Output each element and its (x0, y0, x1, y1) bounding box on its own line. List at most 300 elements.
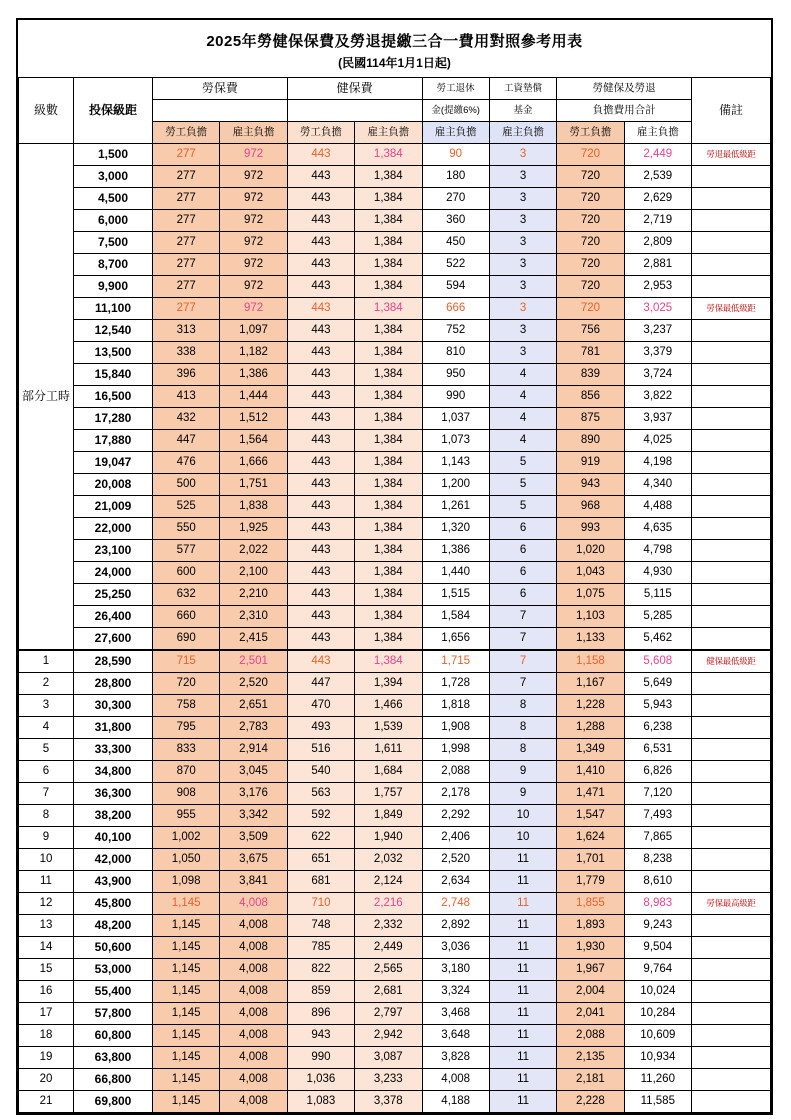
cell-grade: 4 (19, 717, 74, 739)
cell-salary-range: 50,600 (74, 937, 153, 959)
cell-wage-fund: 10 (489, 827, 556, 849)
cell-total-labor: 875 (557, 408, 624, 430)
cell-total-labor: 1,624 (557, 827, 624, 849)
cell-wage-fund: 9 (489, 783, 556, 805)
cell-labor-insurance-employer: 972 (220, 232, 287, 254)
cell-total-employer: 2,539 (624, 166, 691, 188)
col-header-li-labor-burden: 勞工負擔 (153, 122, 220, 144)
table-row (19, 518, 771, 540)
cell-total-employer: 6,531 (624, 739, 691, 761)
cell-health-insurance-employer: 1,384 (355, 298, 422, 320)
cell-health-insurance-labor: 563 (287, 783, 354, 805)
cell-total-labor: 720 (557, 254, 624, 276)
cell-note (692, 584, 771, 606)
cell-labor-pension: 2,634 (422, 871, 489, 893)
cell-labor-insurance-labor: 525 (153, 496, 220, 518)
cell-note (692, 1091, 771, 1113)
table-row (19, 540, 771, 562)
cell-labor-insurance-employer: 2,100 (220, 562, 287, 584)
cell-labor-pension: 666 (422, 298, 489, 320)
cell-labor-insurance-labor: 1,145 (153, 937, 220, 959)
cell-wage-fund: 6 (489, 584, 556, 606)
cell-labor-insurance-employer: 972 (220, 210, 287, 232)
cell-note (692, 540, 771, 562)
cell-wage-fund: 11 (489, 959, 556, 981)
cell-total-employer: 11,260 (624, 1069, 691, 1091)
cell-total-employer: 4,340 (624, 474, 691, 496)
cell-salary-range: 69,800 (74, 1091, 153, 1113)
table-row (19, 650, 771, 673)
cell-labor-insurance-employer: 2,310 (220, 606, 287, 628)
cell-labor-insurance-labor: 413 (153, 386, 220, 408)
cell-labor-insurance-labor: 550 (153, 518, 220, 540)
cell-total-labor: 1,020 (557, 540, 624, 562)
cell-labor-pension: 3,036 (422, 937, 489, 959)
cell-wage-fund: 7 (489, 650, 556, 673)
cell-salary-range: 27,600 (74, 628, 153, 651)
cell-note (692, 981, 771, 1003)
cell-note (692, 1003, 771, 1025)
cell-health-insurance-labor: 443 (287, 364, 354, 386)
cell-grade: 20 (19, 1069, 74, 1091)
table-frame (16, 18, 773, 1115)
cell-wage-fund: 3 (489, 144, 556, 166)
cell-total-employer: 4,635 (624, 518, 691, 540)
table-body (19, 144, 771, 1113)
cell-labor-insurance-labor: 277 (153, 188, 220, 210)
cell-labor-insurance-labor: 1,145 (153, 1091, 220, 1113)
table-row (19, 386, 771, 408)
cell-wage-fund: 11 (489, 1003, 556, 1025)
cell-note (692, 673, 771, 695)
cell-health-insurance-labor: 443 (287, 584, 354, 606)
table-row (19, 342, 771, 364)
cell-labor-pension: 1,037 (422, 408, 489, 430)
cell-total-employer: 5,649 (624, 673, 691, 695)
cell-wage-fund: 3 (489, 210, 556, 232)
cell-health-insurance-employer: 1,384 (355, 188, 422, 210)
cell-grade: 19 (19, 1047, 74, 1069)
cell-wage-fund: 7 (489, 628, 556, 651)
cell-labor-pension: 1,715 (422, 650, 489, 673)
cell-health-insurance-employer: 1,684 (355, 761, 422, 783)
cell-total-labor: 2,041 (557, 1003, 624, 1025)
cell-salary-range: 38,200 (74, 805, 153, 827)
table-row (19, 232, 771, 254)
cell-labor-insurance-employer: 3,675 (220, 849, 287, 871)
cell-total-employer: 3,379 (624, 342, 691, 364)
cell-labor-insurance-labor: 690 (153, 628, 220, 651)
cell-salary-range: 11,100 (74, 298, 153, 320)
cell-wage-fund: 11 (489, 1069, 556, 1091)
cell-grade: 13 (19, 915, 74, 937)
cell-labor-pension: 2,520 (422, 849, 489, 871)
cell-salary-range: 26,400 (74, 606, 153, 628)
cell-total-labor: 2,181 (557, 1069, 624, 1091)
cell-grade: 12 (19, 893, 74, 915)
cell-health-insurance-employer: 3,233 (355, 1069, 422, 1091)
cell-salary-range: 21,009 (74, 496, 153, 518)
cell-total-employer: 2,953 (624, 276, 691, 298)
cell-health-insurance-labor: 1,036 (287, 1069, 354, 1091)
cell-note (692, 144, 771, 166)
table-row (19, 827, 771, 849)
cell-grade: 11 (19, 871, 74, 893)
cell-total-labor: 1,158 (557, 650, 624, 673)
table-row (19, 166, 771, 188)
table-row (19, 695, 771, 717)
cell-labor-pension: 990 (422, 386, 489, 408)
cell-labor-insurance-employer: 4,008 (220, 1025, 287, 1047)
col-header-pension-employer-burden: 雇主負擔 (422, 122, 489, 144)
cell-salary-range: 28,800 (74, 673, 153, 695)
cell-labor-insurance-employer: 3,509 (220, 827, 287, 849)
cell-total-employer: 3,025 (624, 298, 691, 320)
cell-labor-insurance-labor: 277 (153, 210, 220, 232)
cell-wage-fund: 11 (489, 937, 556, 959)
cell-total-employer: 11,585 (624, 1091, 691, 1113)
table-row (19, 254, 771, 276)
cell-wage-fund: 11 (489, 1025, 556, 1047)
col-header-li-employer-burden: 雇主負擔 (220, 122, 287, 144)
cell-labor-pension: 2,178 (422, 783, 489, 805)
cell-note (692, 827, 771, 849)
table-row (19, 937, 771, 959)
cell-total-labor: 1,133 (557, 628, 624, 651)
cell-labor-insurance-labor: 758 (153, 695, 220, 717)
table-row (19, 915, 771, 937)
cell-total-employer: 2,449 (624, 144, 691, 166)
cell-note (692, 959, 771, 981)
cell-labor-insurance-labor: 577 (153, 540, 220, 562)
cell-wage-fund: 8 (489, 739, 556, 761)
cell-total-employer: 2,719 (624, 210, 691, 232)
col-header-labor-pension-sub: 金(提繳6%) (422, 100, 489, 122)
cell-health-insurance-labor: 447 (287, 673, 354, 695)
cell-labor-pension: 810 (422, 342, 489, 364)
cell-health-insurance-labor: 443 (287, 452, 354, 474)
cell-labor-insurance-labor: 870 (153, 761, 220, 783)
cell-grade: 1 (19, 650, 74, 673)
cell-labor-pension: 522 (422, 254, 489, 276)
cell-note (692, 232, 771, 254)
col-header-wagefund-employer-burden: 雇主負擔 (489, 122, 556, 144)
col-header-wage-fund: 工資墊償 (489, 78, 556, 100)
cell-health-insurance-labor: 622 (287, 827, 354, 849)
cell-labor-insurance-employer: 972 (220, 144, 287, 166)
cell-note (692, 937, 771, 959)
cell-labor-pension: 3,324 (422, 981, 489, 1003)
cell-note (692, 717, 771, 739)
cell-health-insurance-labor: 443 (287, 320, 354, 342)
cell-total-employer: 9,243 (624, 915, 691, 937)
cell-note (692, 474, 771, 496)
cell-health-insurance-employer: 1,384 (355, 144, 422, 166)
cell-labor-pension: 3,468 (422, 1003, 489, 1025)
cell-health-insurance-employer: 2,681 (355, 981, 422, 1003)
cell-grade: 16 (19, 981, 74, 1003)
cell-health-insurance-employer: 1,384 (355, 452, 422, 474)
cell-labor-insurance-employer: 3,045 (220, 761, 287, 783)
cell-total-labor: 720 (557, 232, 624, 254)
cell-wage-fund: 11 (489, 915, 556, 937)
cell-salary-range: 40,100 (74, 827, 153, 849)
cell-labor-insurance-labor: 313 (153, 320, 220, 342)
cell-wage-fund: 3 (489, 166, 556, 188)
cell-salary-range: 9,900 (74, 276, 153, 298)
cell-health-insurance-labor: 443 (287, 474, 354, 496)
cell-labor-pension: 1,073 (422, 430, 489, 452)
cell-wage-fund: 4 (489, 408, 556, 430)
cell-health-insurance-employer: 2,565 (355, 959, 422, 981)
table-row (19, 1047, 771, 1069)
cell-labor-insurance-employer: 3,176 (220, 783, 287, 805)
table-row (19, 188, 771, 210)
col-header-combined-sub: 負擔費用合計 (557, 100, 692, 122)
cell-salary-range: 66,800 (74, 1069, 153, 1091)
cell-labor-insurance-employer: 2,783 (220, 717, 287, 739)
table-row (19, 144, 771, 166)
cell-labor-insurance-employer: 1,925 (220, 518, 287, 540)
page-title: 2025年勞健保保費及勞退提繳三合一費用對照參考用表 (206, 33, 583, 50)
cell-labor-insurance-employer: 1,182 (220, 342, 287, 364)
table-row (19, 562, 771, 584)
cell-total-labor: 720 (557, 276, 624, 298)
cell-health-insurance-employer: 1,384 (355, 232, 422, 254)
cell-total-employer: 3,237 (624, 320, 691, 342)
cell-labor-insurance-employer: 1,386 (220, 364, 287, 386)
cell-labor-insurance-employer: 4,008 (220, 915, 287, 937)
cell-salary-range: 7,500 (74, 232, 153, 254)
cell-labor-insurance-employer: 2,651 (220, 695, 287, 717)
cell-labor-pension: 594 (422, 276, 489, 298)
header-row-group (19, 78, 771, 100)
cell-health-insurance-employer: 1,394 (355, 673, 422, 695)
cell-labor-insurance-labor: 447 (153, 430, 220, 452)
cell-wage-fund: 3 (489, 188, 556, 210)
cell-health-insurance-labor: 443 (287, 232, 354, 254)
col-header-health-insurance: 健保費 (287, 78, 422, 100)
cell-wage-fund: 5 (489, 496, 556, 518)
cell-health-insurance-labor: 443 (287, 342, 354, 364)
table-row (19, 1091, 771, 1113)
cell-salary-range: 8,700 (74, 254, 153, 276)
cell-note (692, 518, 771, 540)
cell-note (692, 254, 771, 276)
cell-wage-fund: 4 (489, 430, 556, 452)
cell-total-employer: 4,798 (624, 540, 691, 562)
cell-wage-fund: 8 (489, 717, 556, 739)
cell-total-employer: 8,238 (624, 849, 691, 871)
cell-total-labor: 1,043 (557, 562, 624, 584)
cell-note (692, 408, 771, 430)
cell-labor-pension: 1,200 (422, 474, 489, 496)
cell-labor-insurance-employer: 972 (220, 298, 287, 320)
cell-wage-fund: 3 (489, 232, 556, 254)
table-row (19, 320, 771, 342)
cell-labor-pension: 270 (422, 188, 489, 210)
cell-labor-pension: 2,292 (422, 805, 489, 827)
cell-total-labor: 1,471 (557, 783, 624, 805)
cell-grade: 18 (19, 1025, 74, 1047)
cell-salary-range: 43,900 (74, 871, 153, 893)
table-row (19, 1003, 771, 1025)
table-row (19, 739, 771, 761)
cell-total-employer: 10,024 (624, 981, 691, 1003)
cell-note (692, 364, 771, 386)
cell-health-insurance-labor: 470 (287, 695, 354, 717)
cell-wage-fund: 11 (489, 981, 556, 1003)
table-row (19, 430, 771, 452)
cell-total-labor: 1,228 (557, 695, 624, 717)
cell-note (692, 695, 771, 717)
cell-note (692, 496, 771, 518)
cell-total-labor: 1,410 (557, 761, 624, 783)
cell-salary-range: 45,800 (74, 893, 153, 915)
cell-wage-fund: 3 (489, 298, 556, 320)
cell-wage-fund: 6 (489, 518, 556, 540)
cell-health-insurance-labor: 443 (287, 650, 354, 673)
cell-labor-insurance-labor: 1,050 (153, 849, 220, 871)
table-row (19, 1069, 771, 1091)
cell-labor-insurance-employer: 1,751 (220, 474, 287, 496)
cell-labor-insurance-employer: 4,008 (220, 1091, 287, 1113)
cell-salary-range: 24,000 (74, 562, 153, 584)
cell-salary-range: 19,047 (74, 452, 153, 474)
cell-labor-insurance-labor: 1,145 (153, 915, 220, 937)
cell-labor-insurance-labor: 1,145 (153, 959, 220, 981)
cell-note (692, 276, 771, 298)
cell-labor-insurance-labor: 908 (153, 783, 220, 805)
cell-labor-pension: 1,908 (422, 717, 489, 739)
cell-grade: 17 (19, 1003, 74, 1025)
cell-labor-insurance-labor: 660 (153, 606, 220, 628)
cell-labor-insurance-employer: 2,210 (220, 584, 287, 606)
cell-health-insurance-employer: 1,384 (355, 276, 422, 298)
cell-labor-insurance-employer: 972 (220, 276, 287, 298)
cell-grade: 5 (19, 739, 74, 761)
cell-grade: 8 (19, 805, 74, 827)
col-header-grade: 級數 (19, 78, 74, 144)
table-row (19, 783, 771, 805)
cell-health-insurance-labor: 859 (287, 981, 354, 1003)
cell-labor-insurance-employer: 4,008 (220, 959, 287, 981)
cell-labor-insurance-employer: 4,008 (220, 937, 287, 959)
cell-health-insurance-labor: 1,083 (287, 1091, 354, 1113)
cell-health-insurance-employer: 2,449 (355, 937, 422, 959)
cell-wage-fund: 7 (489, 673, 556, 695)
cell-health-insurance-employer: 2,216 (355, 893, 422, 915)
cell-labor-insurance-employer: 4,008 (220, 981, 287, 1003)
cell-total-labor: 1,547 (557, 805, 624, 827)
cell-total-labor: 968 (557, 496, 624, 518)
cell-labor-insurance-labor: 277 (153, 232, 220, 254)
cell-health-insurance-employer: 1,940 (355, 827, 422, 849)
cell-total-employer: 9,504 (624, 937, 691, 959)
cell-labor-insurance-labor: 277 (153, 276, 220, 298)
cell-wage-fund: 3 (489, 320, 556, 342)
cell-health-insurance-labor: 990 (287, 1047, 354, 1069)
cell-health-insurance-labor: 443 (287, 298, 354, 320)
cell-health-insurance-employer: 1,384 (355, 386, 422, 408)
cell-labor-insurance-labor: 632 (153, 584, 220, 606)
col-header-total-labor-burden: 勞工負擔 (557, 122, 624, 144)
cell-labor-insurance-labor: 955 (153, 805, 220, 827)
cell-wage-fund: 6 (489, 562, 556, 584)
cell-total-labor: 720 (557, 166, 624, 188)
cell-labor-pension: 1,386 (422, 540, 489, 562)
cell-salary-range: 22,000 (74, 518, 153, 540)
cell-total-employer: 6,238 (624, 717, 691, 739)
cell-labor-insurance-employer: 1,512 (220, 408, 287, 430)
cell-health-insurance-labor: 896 (287, 1003, 354, 1025)
cell-wage-fund: 5 (489, 452, 556, 474)
cell-salary-range: 1,500 (74, 144, 153, 166)
cell-grade: 10 (19, 849, 74, 871)
cell-health-insurance-labor: 516 (287, 739, 354, 761)
col-header-note: 備註 (692, 78, 771, 144)
cell-health-insurance-employer: 1,757 (355, 783, 422, 805)
cell-wage-fund: 11 (489, 1091, 556, 1113)
cell-total-labor: 1,930 (557, 937, 624, 959)
cell-health-insurance-labor: 443 (287, 518, 354, 540)
cell-labor-insurance-employer: 3,342 (220, 805, 287, 827)
cell-labor-insurance-labor: 1,145 (153, 1025, 220, 1047)
cell-health-insurance-employer: 2,124 (355, 871, 422, 893)
cell-labor-insurance-labor: 1,145 (153, 1003, 220, 1025)
cell-note (692, 628, 771, 651)
cell-labor-pension: 2,406 (422, 827, 489, 849)
cell-labor-insurance-employer: 1,838 (220, 496, 287, 518)
cell-total-employer: 5,285 (624, 606, 691, 628)
cell-labor-insurance-labor: 1,145 (153, 1069, 220, 1091)
cell-total-labor: 720 (557, 188, 624, 210)
col-header-wage-fund-sub: 基金 (489, 100, 556, 122)
cell-health-insurance-employer: 1,384 (355, 408, 422, 430)
cell-note (692, 1069, 771, 1091)
cell-salary-range: 6,000 (74, 210, 153, 232)
cell-health-insurance-employer: 1,384 (355, 650, 422, 673)
cell-note (692, 783, 771, 805)
cell-labor-insurance-employer: 1,097 (220, 320, 287, 342)
cell-labor-insurance-employer: 2,914 (220, 739, 287, 761)
col-header-combined: 勞健保及勞退 (557, 78, 692, 100)
cell-labor-pension: 180 (422, 166, 489, 188)
cell-health-insurance-labor: 443 (287, 408, 354, 430)
cell-wage-fund: 6 (489, 540, 556, 562)
col-header-salary-range: 投保級距 (74, 78, 153, 144)
cell-health-insurance-labor: 748 (287, 915, 354, 937)
cell-salary-range: 36,300 (74, 783, 153, 805)
cell-total-employer: 8,983 (624, 893, 691, 915)
cell-health-insurance-employer: 1,384 (355, 320, 422, 342)
cell-labor-insurance-labor: 1,145 (153, 1047, 220, 1069)
cell-health-insurance-employer: 2,942 (355, 1025, 422, 1047)
cell-labor-pension: 4,188 (422, 1091, 489, 1113)
cell-labor-pension: 1,818 (422, 695, 489, 717)
cell-labor-insurance-labor: 396 (153, 364, 220, 386)
cell-health-insurance-employer: 1,384 (355, 606, 422, 628)
cell-note (692, 298, 771, 320)
cell-wage-fund: 11 (489, 849, 556, 871)
cell-total-labor: 2,004 (557, 981, 624, 1003)
cell-health-insurance-employer: 1,384 (355, 166, 422, 188)
cell-note (692, 1047, 771, 1069)
cell-note (692, 849, 771, 871)
cell-labor-pension: 90 (422, 144, 489, 166)
table-row (19, 408, 771, 430)
table-row (19, 628, 771, 651)
